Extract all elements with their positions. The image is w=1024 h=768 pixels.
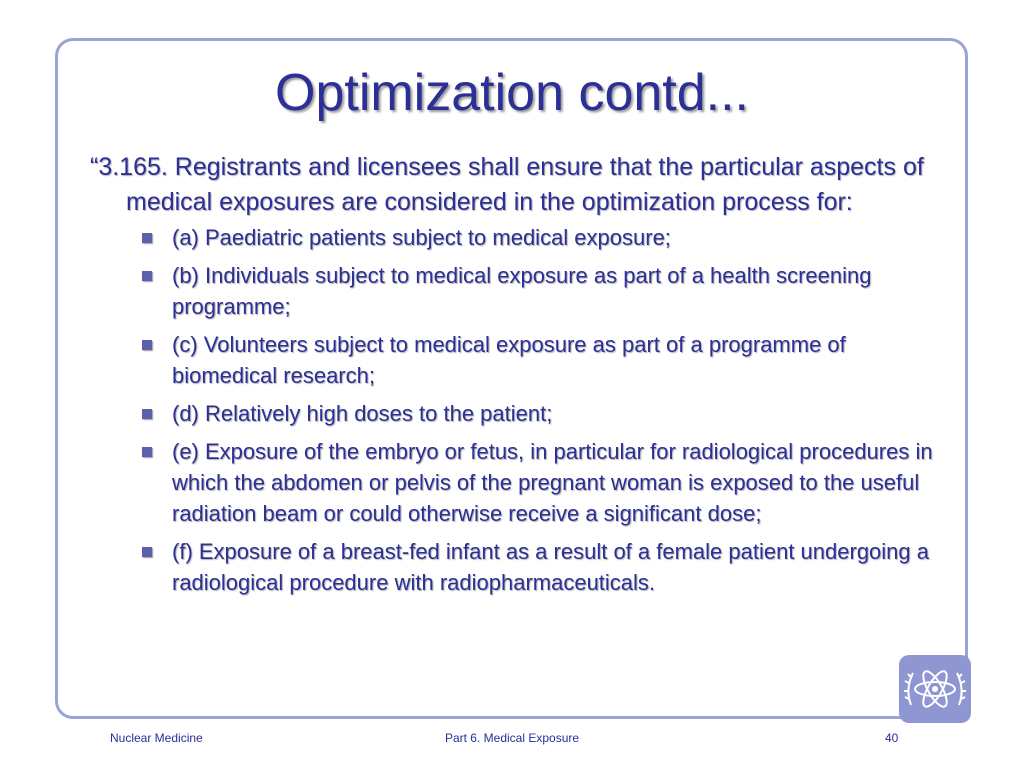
list-item-text: (f) Exposure of a breast-fed infant as a result of a female patient undergoing a radiological procedure with radiopharmaceuticals. bbox=[172, 539, 930, 595]
square-bullet-icon bbox=[142, 233, 152, 243]
square-bullet-icon bbox=[142, 340, 152, 350]
list-item-text: (a) Paediatric patients subject to medical exposure; bbox=[172, 225, 671, 250]
footer-course-name: Nuclear Medicine bbox=[110, 731, 203, 745]
item-list bbox=[90, 222, 950, 598]
square-bullet-icon bbox=[142, 409, 152, 419]
list-item bbox=[140, 436, 950, 529]
slide-body bbox=[90, 150, 950, 605]
list-item-text: (c) Volunteers subject to medical exposure as part of a programme of biomedical research; bbox=[172, 332, 846, 388]
square-bullet-icon bbox=[142, 447, 152, 457]
list-item bbox=[140, 260, 950, 322]
iaea-logo-icon bbox=[899, 655, 971, 723]
list-item-text: (e) Exposure of the embryo or fetus, in particular for radiological procedures in which the abdomen or pelvis of the pregnant woman is exposed to the useful radiation beam or could otherwise receive a significant dose; bbox=[172, 439, 933, 526]
list-item bbox=[140, 536, 950, 598]
list-item bbox=[140, 222, 950, 253]
footer-page-number: 40 bbox=[885, 731, 899, 745]
slide-title: Optimization contd... bbox=[275, 64, 749, 122]
lead-paragraph: “3.165. Registrants and licensees shall ensure that the particular aspects of medical exposures are considered in the optimization process for: bbox=[90, 153, 924, 216]
square-bullet-icon bbox=[142, 271, 152, 281]
list-item bbox=[140, 398, 950, 429]
footer-section-name: Part 6. Medical Exposure bbox=[444, 731, 580, 745]
list-item-text: (b) Individuals subject to medical exposure as part of a health screening programme; bbox=[172, 263, 872, 319]
list-item-text: (d) Relatively high doses to the patient; bbox=[172, 401, 553, 426]
square-bullet-icon bbox=[142, 547, 152, 557]
list-item bbox=[140, 329, 950, 391]
